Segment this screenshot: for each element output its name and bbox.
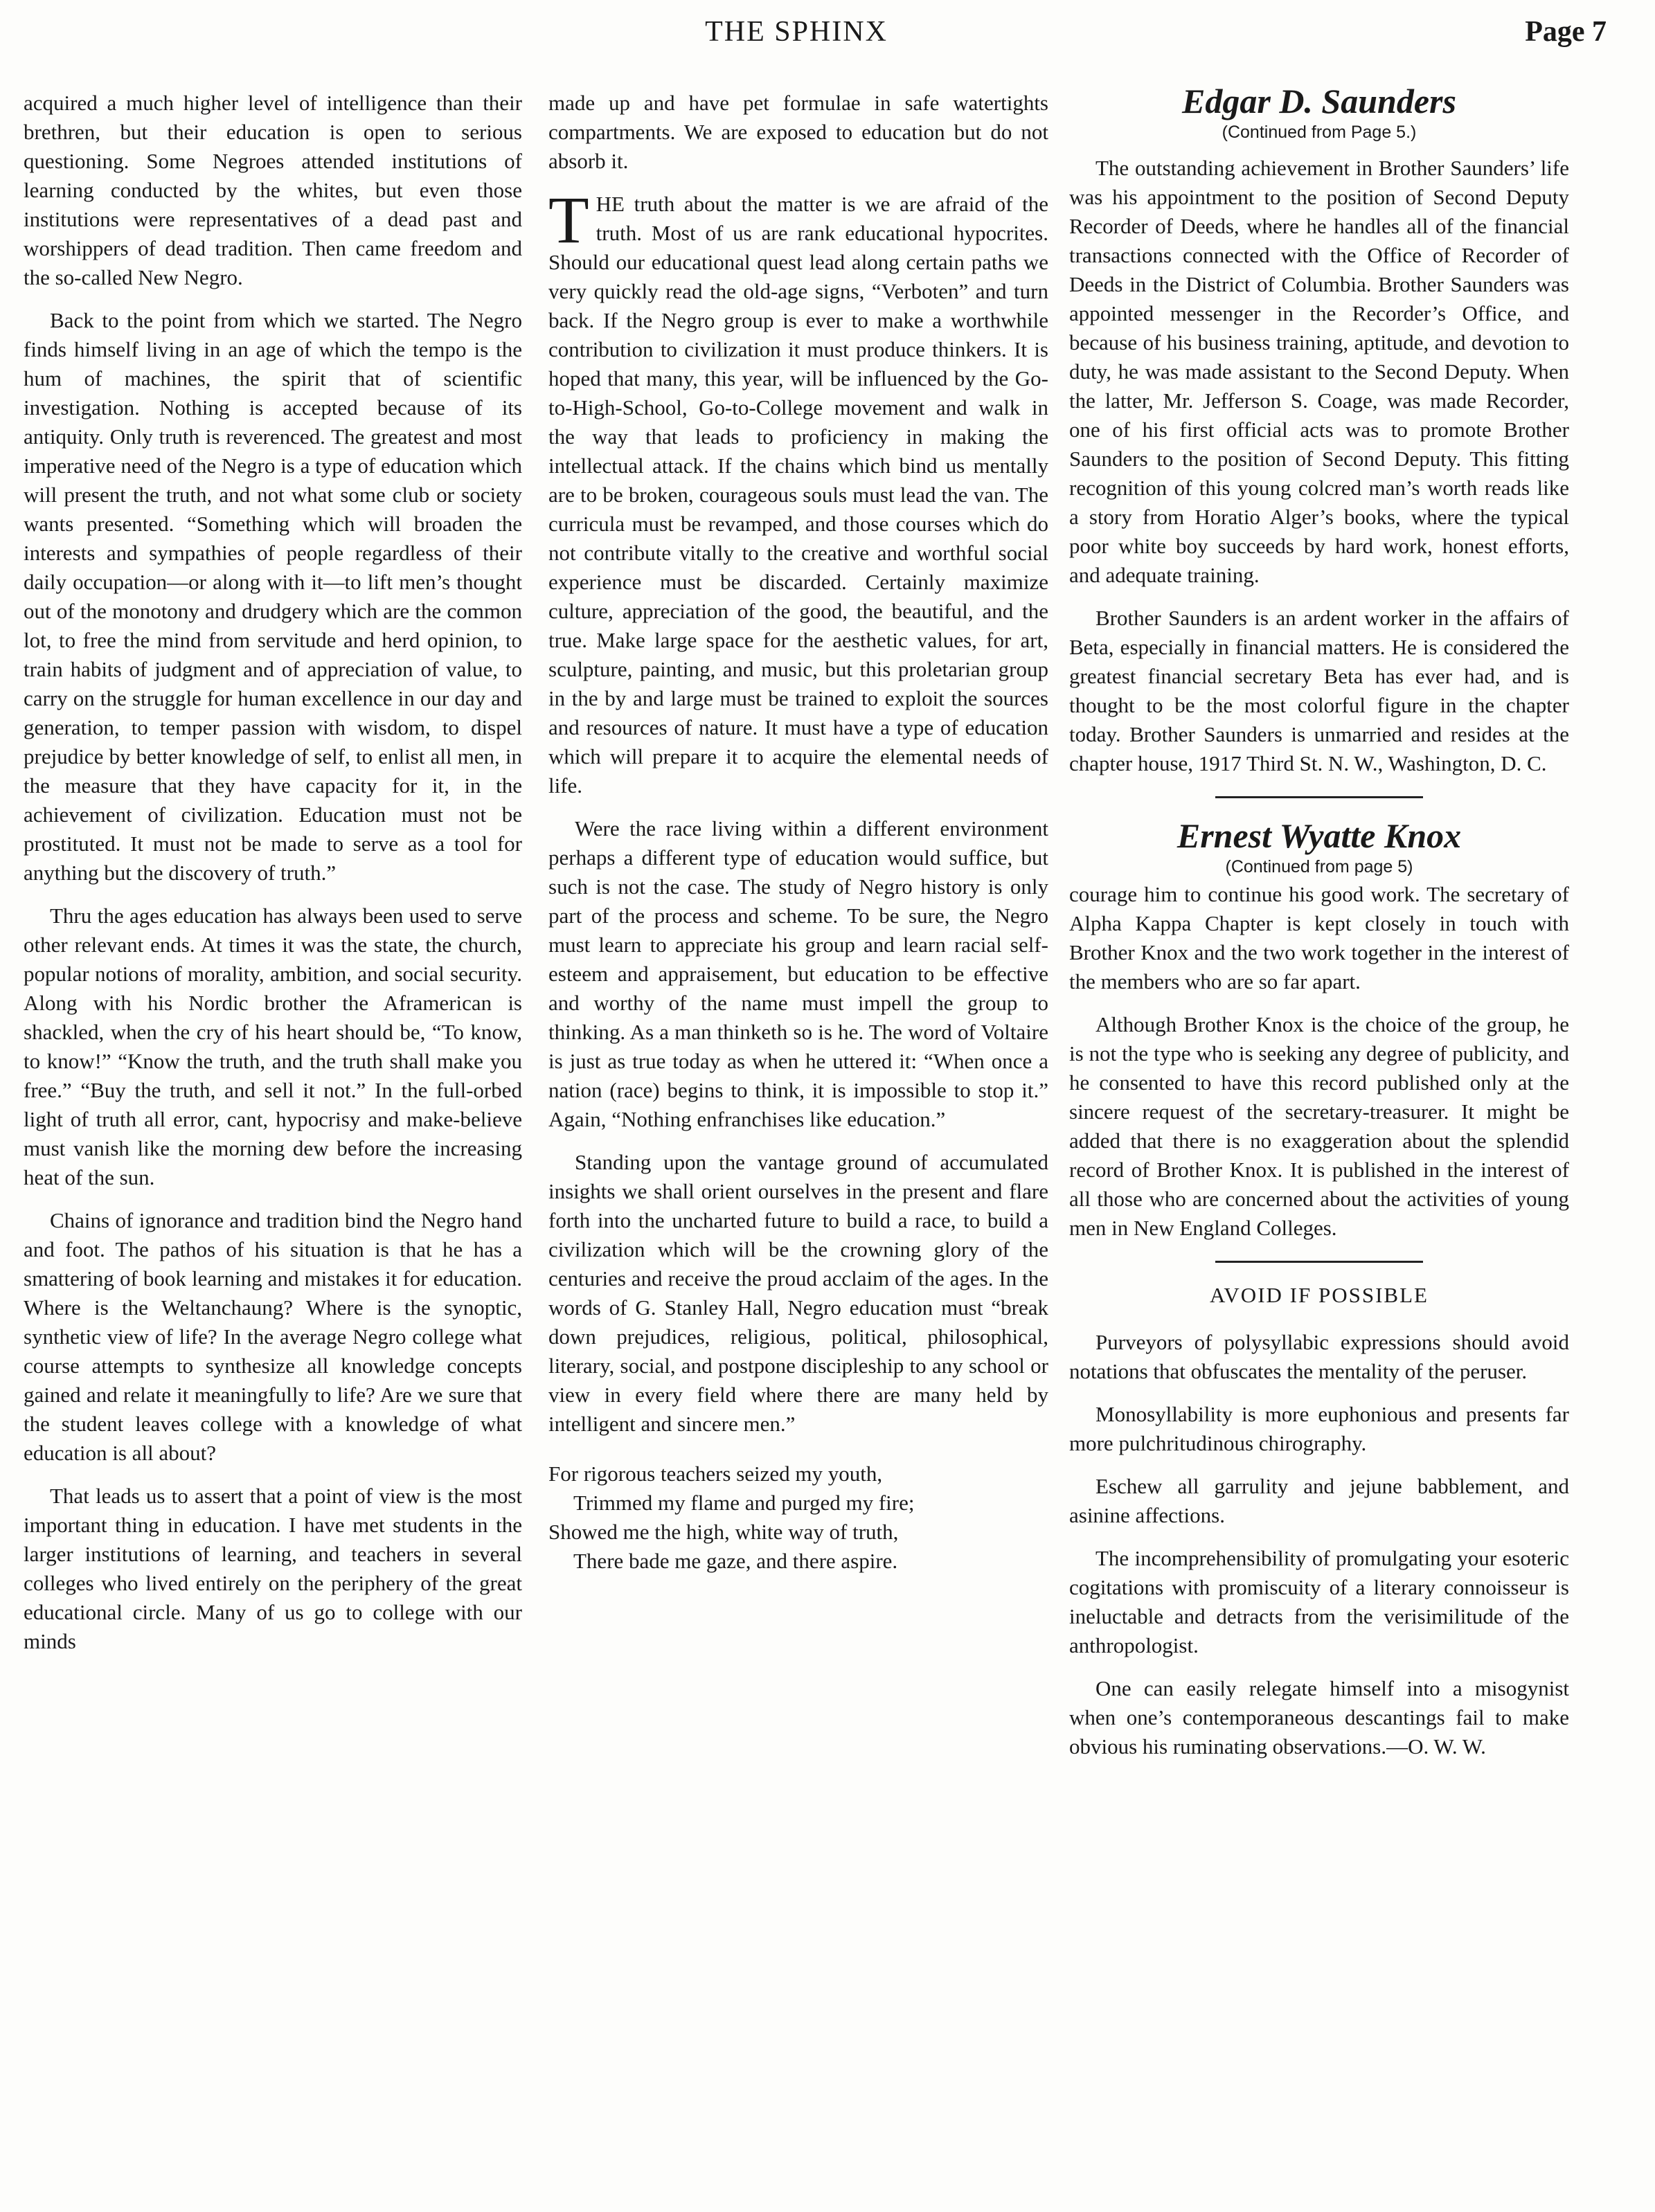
paragraph: acquired a much higher level of intelligence than their brethren, but their education is open to serious questioning. Some Negroes attended institutions of learning conducted by the whites, but even those institutions were representatives of a dead past and worshippers of dead tradition. Then came freedom and the so-called New Negro. <box>24 91 522 289</box>
poem-line: Trimmed my flame and purged my fire; <box>573 1491 915 1515</box>
article-heading-knox: Ernest Wyatte Knox <box>1177 816 1462 855</box>
paragraph: Were the race living within a different environment perhaps a different type of education would suffice, but such is not the case. The study of Negro history is only part of the process and scheme. To be sure, the Negro must learn to appreciate his group and learn racial self-esteem and appraisement, but education to be effective and worthy of the name must impell the group to thinking. As a man thinketh so is he. The word of Voltaire is just as true today as when he uttered it: “When once a nation (race) begins to think, it is impossible to stop it.” Again, “Nothing enfranchises like education.” <box>548 816 1048 1131</box>
paragraph: The outstanding achievement in Brother Saunders’ life was his appointment to the position of Second Deputy Recorder of Deeds, where he handles all of the financial transactions connected with the Office of Recorder of Deeds in the District of Columbia. Brother Saunders was appointed messenger in the Recorder’s Office, and because of his business training, aptitude, and devotion to duty, he was made assistant to the Second Deputy. When the latter, Mr. Jefferson S. Coage, was made Recorder, one of his first official acts was to promote Brother Saunders to the position of Second Deputy. This fitting recognition of this young colcred man’s worth reads like a story from Horatio Alger’s books, where the typical poor white boy succeeds by hard work, honest efforts, and adequate training. <box>1069 156 1569 587</box>
section-divider <box>1215 1261 1423 1263</box>
poem-verse <box>548 1459 1048 1576</box>
continued-note: (Continued from Page 5.) <box>1222 123 1417 142</box>
article-heading-saunders: Edgar D. Saunders <box>1182 82 1456 120</box>
paragraph: Brother Saunders is an ardent worker in the affairs of Beta, especially in financial matters. He is considered the greatest financial secretary Beta has ever had, and is thought to be the most colorful figure in the chapter today. Brother Saunders is unmarried and resides at the chapter house, 1917 Third St. N. W., Washington, D. C. <box>1069 606 1569 775</box>
drop-cap: T <box>548 183 589 257</box>
continued-note: (Continued from page 5) <box>1225 857 1413 876</box>
paragraph: Chains of ignorance and tradition bind the Negro hand and foot. The pathos of his situation is that he has a smattering of book learning and mistakes it for education. Where is the Weltanchaung? Where is the synoptic, synthetic view of life? In the average Negro college what course attempts to synthesize all knowledge concepts gained and relate it meaningfully to life? Are we sure that the student leaves college with a knowledge of what education is all about? <box>24 1208 522 1465</box>
paragraph: courage him to continue his good work. The secretary of Alpha Kappa Chapter is kept closely in touch with Brother Knox and the two work together in the interest of the members who are so far apart. <box>1069 882 1569 993</box>
paragraph: Monosyllability is more euphonious and presents far more pulchritudinous chirography. <box>1069 1402 1569 1455</box>
paragraph-text: HE truth about the matter is we are afraid of the truth. Most of us are rank educational hypocrites. Should our educational quest lead along certain paths we very quickly read the old-age signs, “Verboten” and turn back. If the Negro group is ever to make a worthwhile contribution to civilization it must produce thinkers. It is hoped that many, this year, will be influenced by the Go-to-High-School, Go-to-College movement and walk in the way that leads to proficiency in making the intellectual attack. If the chains which bind us mentally are to be broken, courageous souls must lead the van. The curricula must be revamped, and those courses which do not contribute vitally to the creative and worthful social experience must be discarded. Certainly maximize culture, appreciation of the good, the beautiful, and the true. Make large space for the aesthetic values, for art, sculpture, painting, and music, but this proletarian group in the by and large must be trained to exploit the sources and resources of nature. It must have a type of education which will prepare it to acquire the elemental needs of life. <box>548 192 1048 798</box>
paragraph: Thru the ages education has always been used to serve other relevant ends. At times it was the state, the church, popular notions of morality, ambition, and social security. Along with his Nordic brother the Aframerican is shackled, when the cry of his heart should be, “To know, to know!” “Know the truth, and the truth shall make you free.” “Buy the truth, and sell it not.” In the full-orbed light of truth all error, cant, hypocrisy and make-believe must vanish like the morning dew before the increasing heat of the sun. <box>24 903 522 1189</box>
paragraph: That leads us to assert that a point of view is the most important thing in education. I have met students in the larger institutions of learning, and teachers in several colleges who lived entirely on the periphery of the great educational circle. Many of us go to college with our minds <box>24 1484 522 1653</box>
avoid-heading: AVOID IF POSSIBLE <box>1210 1283 1429 1307</box>
paragraph: Back to the point from which we started. The Negro finds himself living in an age of which the tempo is the hum of machines, the spirit that of scientific investigation. Nothing is accepted because of its antiquity. Only truth is reverenced. The greatest and most imperative need of the Negro is a type of education which will present the truth, and not what some club or society wants presented. “Something which will broaden the interests and sympathies of people regardless of their daily occupation—or along with it—to lift men’s thought out of the monotony and drudgery which are the common lot, to free the mind from servitude and herd opinion, to train habits of judgment and of appreciation of value, to carry on the struggle for human excellence in our day and generation, to temper passion with wisdom, to dispel prejudice by better knowledge of self, to enlist all men, in the measure that they have capacity for it, in the achievement of civilization. Education must not be prostituted. It must not be made to serve as a tool for anything but the discovery of truth.” <box>24 308 522 885</box>
paragraph: made up and have pet formulae in safe watertights compartments. We are exposed to education but do not absorb it. <box>548 91 1048 173</box>
paragraph-dropcap <box>548 183 1048 800</box>
poem-line: For rigorous teachers seized my youth, <box>548 1462 883 1486</box>
paragraph: One can easily relegate himself into a misogynist when one’s contemporaneous descantings fail to make obvious his ruminating observations.—O. W. W. <box>1069 1676 1569 1759</box>
section-divider <box>1215 796 1423 798</box>
paragraph: The incomprehensibility of promulgating your esoteric cogitations with promiscuity of a literary connoisseur is ineluctable and detracts from the verisimilitude of the anthropologist. <box>1069 1546 1569 1657</box>
masthead <box>0 15 1655 57</box>
page-number: Page 7 <box>1525 16 1607 48</box>
publication-title: THE SPHINX <box>705 16 888 48</box>
column-middle <box>548 89 1048 1576</box>
paragraph: Standing upon the vantage ground of accumulated insights we shall orient ourselves in the present and flare forth into the uncharted future to build a race, to build a civilization which will be the crowning glory of the centuries and receive the proud acclaim of the ages. In the words of G. Stanley Hall, Negro education must “break down prejudices, religious, political, philosophical, literary, social, and postpone discipleship to any school or view in every field where there are many held by intelligent and sincere men.” <box>548 1150 1048 1436</box>
column-right <box>1069 82 1569 1775</box>
paragraph: Eschew all garrulity and jejune babblement, and asinine affections. <box>1069 1474 1569 1527</box>
paragraph: Although Brother Knox is the choice of the group, he is not the type who is seeking any degree of publicity, and he consented to have this record published only at the sincere request of the secretary-treasurer. It might be added that there is no exaggeration about the splendid record of Brother Knox. It is published in the interest of all those who are concerned about the activities of young men in New England Colleges. <box>1069 1012 1569 1240</box>
paragraph: Purveyors of polysyllabic expressions should avoid notations that obfuscates the mentality of the peruser. <box>1069 1330 1569 1383</box>
poem-line: There bade me gaze, and there aspire. <box>573 1549 898 1573</box>
poem-line: Showed me the high, white way of truth, <box>548 1520 899 1544</box>
column-left <box>24 89 522 1670</box>
